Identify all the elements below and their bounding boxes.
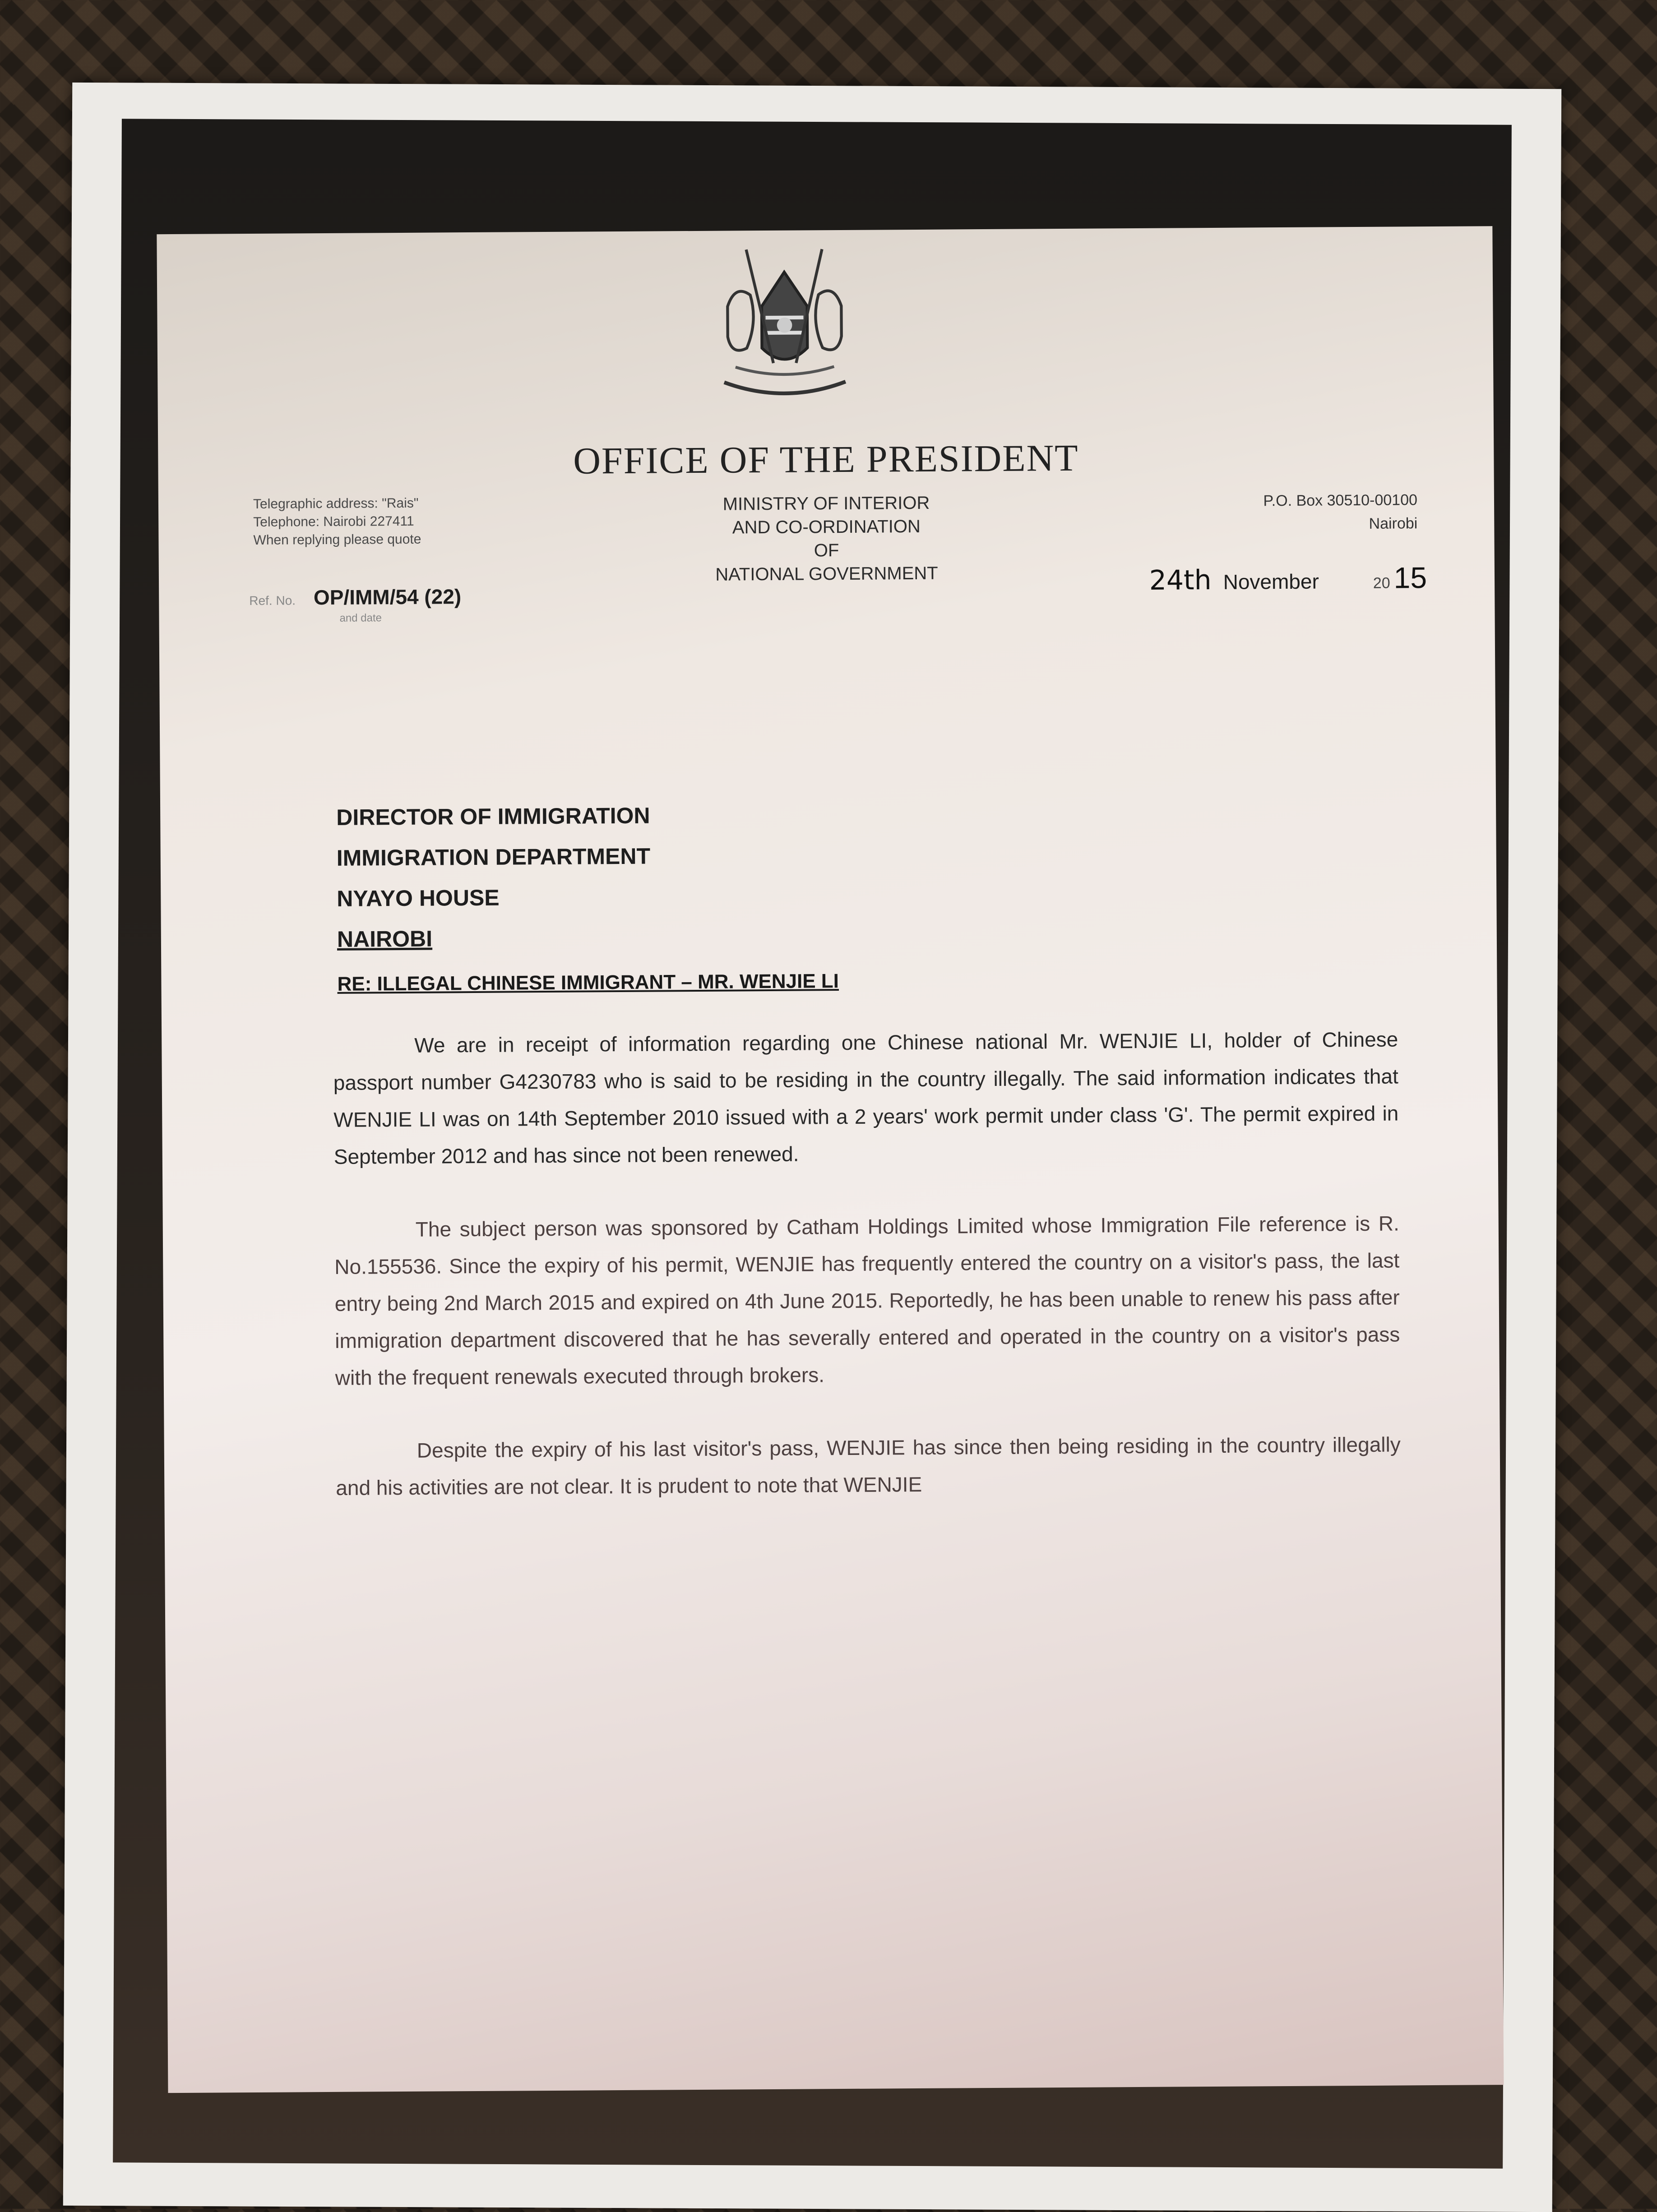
ministry-name: MINISTRY OF INTERIOR AND CO-ORDINATION OF NATIONAL GOVERNMENT [715, 493, 938, 585]
letter-page [157, 226, 1504, 2093]
letter-body [333, 1021, 1401, 1542]
paragraph: We are in receipt of information regarding one Chinese national Mr. WENJIE LI, holder of Chinese passport number G4230783 who is said to be residing in the country illegally. The said information indicates that WENJIE LI was on 14th September 2010 issued with a 2 years' work permit under class 'G'. The permit expired in September 2012 and has since not been renewed. [333, 1027, 1399, 1168]
paragraph: Despite the expiry of his last visitor's pass, WENJIE has since then being residing in the country illegally and his activities are not clear. It is prudent to note that WENJIE [336, 1432, 1401, 1500]
postal-address: P.O. Box 30510-00100 Nairobi [1263, 491, 1418, 532]
coat-of-arms-icon [689, 230, 880, 420]
office-title: OFFICE OF THE PRESIDENT [573, 437, 1079, 482]
photocopy-area [113, 119, 1512, 2168]
paper-sheet [63, 83, 1562, 2212]
letter-date: 24th November 20 15 [1149, 561, 1427, 596]
handwritten-day: 24th [1149, 564, 1212, 596]
reference-sub-label: and date [339, 612, 382, 624]
letterhead-left-meta: Telegraphic address: "Rais" Telephone: Nairobi 227411 When replying please quote [253, 495, 421, 548]
handwritten-year: 15 [1393, 561, 1427, 595]
recipient-address: DIRECTOR OF IMMIGRATION IMMIGRATION DEPARTMENT NYAYO HOUSE NAIROBI [336, 803, 651, 952]
paragraph: The subject person was sponsored by Catham Holdings Limited whose Immigration File reference is R. No.155536. Since the expiry of his permit, WENJIE has frequently entered the country on a visitor's pass, the last entry being 2nd March 2015 and expired on 4th June 2015. Reportedly, he has been unable to renew his pass after immigration department discovered that he has severally entered and operated in the country on a visitor's pass with the frequent renewals executed through brokers. [334, 1211, 1400, 1390]
reference-number: Ref. No. OP/IMM/54 (22) [249, 585, 462, 610]
subject-line: RE: ILLEGAL CHINESE IMMIGRANT – MR. WENJIE LI [337, 970, 839, 995]
